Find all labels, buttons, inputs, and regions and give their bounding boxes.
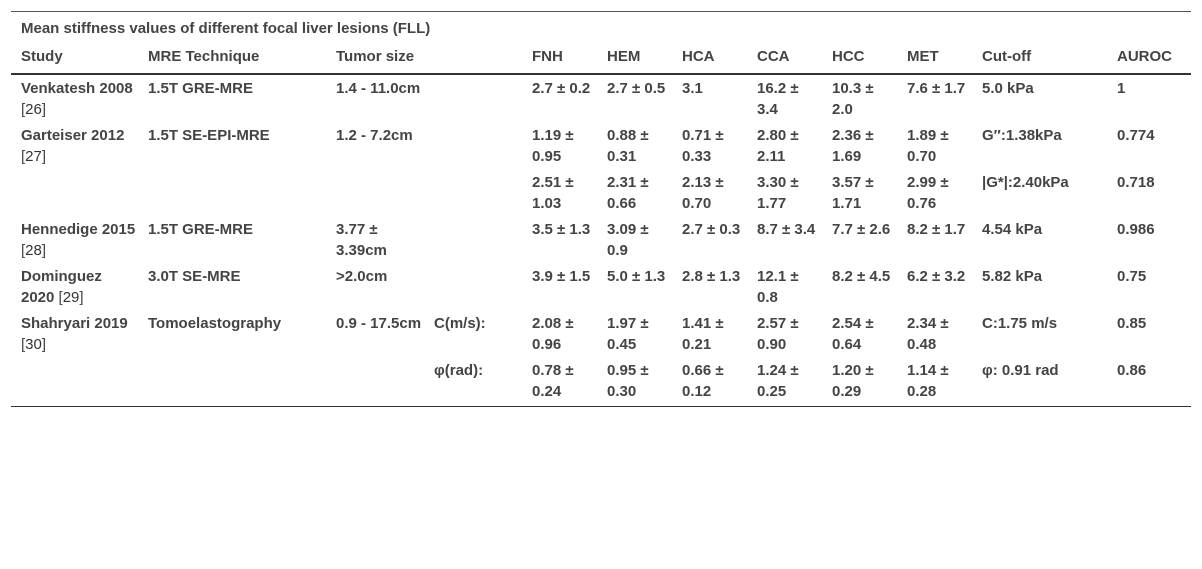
fnh-cell (522, 263, 597, 310)
auroc-text: 0.85 (1117, 315, 1147, 332)
met-text: 2.99 ± 0.76 (907, 174, 949, 212)
fnh-text: 0.78 ± 0.24 (532, 362, 574, 400)
header-cut-off: Cut-off (972, 40, 1107, 74)
cca-text: 2.57 ± 0.90 (757, 315, 799, 353)
met-text: 2.34 ± 0.48 (907, 315, 949, 353)
cut-off-text: 5.0 kPa (982, 80, 1034, 97)
cut-off-cell (972, 122, 1107, 169)
table-row (11, 169, 1191, 216)
met-cell (897, 263, 972, 310)
table-row (11, 122, 1191, 169)
header-hem: HEM (597, 40, 672, 74)
hca-text: 0.66 ± 0.12 (682, 362, 724, 400)
cut-off-text: 4.54 kPa (982, 221, 1043, 238)
cut-off-text: C:1.75 m/s (982, 315, 1058, 332)
met-cell (897, 310, 972, 357)
hem-cell (597, 357, 672, 407)
parameter-cell (424, 357, 522, 407)
cca-text: 8.7 ± 3.4 (757, 221, 816, 238)
tumor-size-text: >2.0cm (336, 268, 388, 285)
mre-technique-cell (138, 169, 326, 216)
reference-link[interactable]: [26] (21, 101, 47, 118)
header-parameter (424, 40, 522, 74)
tumor-size-text: 0.9 - 17.5cm (336, 315, 422, 332)
cut-off-cell (972, 74, 1107, 122)
parameter-text: φ(rad): (434, 362, 484, 379)
cca-text: 2.80 ± 2.11 (757, 127, 799, 165)
header-hcc: HCC (822, 40, 897, 74)
header-mre-technique: MRE Technique (138, 40, 326, 74)
auroc-cell (1107, 74, 1191, 122)
met-text: 7.6 ± 1.7 (907, 80, 966, 97)
cca-cell (747, 263, 822, 310)
auroc-text: 0.86 (1117, 362, 1147, 379)
met-text: 6.2 ± 3.2 (907, 268, 966, 285)
tumor-size-cell (326, 74, 424, 122)
hem-text: 1.97 ± 0.45 (607, 315, 649, 353)
parameter-cell (424, 310, 522, 357)
hem-text: 2.7 ± 0.5 (607, 80, 666, 97)
mre-technique-cell (138, 74, 326, 122)
tumor-size-text: 3.77 ± 3.39cm (336, 221, 387, 259)
mre-technique-text: 1.5T GRE-MRE (148, 221, 254, 238)
hem-cell (597, 263, 672, 310)
mre-technique-cell (138, 263, 326, 310)
met-cell (897, 357, 972, 407)
study-text: Hennedige 2015 (21, 221, 136, 238)
hca-cell (672, 310, 747, 357)
table-row (11, 263, 1191, 310)
hcc-cell (822, 169, 897, 216)
hca-text: 1.41 ± 0.21 (682, 315, 724, 353)
cut-off-cell (972, 169, 1107, 216)
fnh-cell (522, 74, 597, 122)
tumor-size-text: 1.4 - 11.0cm (336, 80, 421, 97)
hcc-text: 7.7 ± 2.6 (832, 221, 891, 238)
hcc-cell (822, 74, 897, 122)
cca-cell (747, 74, 822, 122)
auroc-cell (1107, 169, 1191, 216)
table-row (11, 310, 1191, 357)
table-row (11, 216, 1191, 263)
reference-link[interactable]: [27] (21, 148, 47, 165)
fnh-text: 2.7 ± 0.2 (532, 80, 591, 97)
table-caption: Mean stiffness values of different focal liver lesions (FLL) (21, 20, 431, 37)
met-text: 1.14 ± 0.28 (907, 362, 949, 400)
tumor-size-cell (326, 122, 424, 169)
fnh-cell (522, 357, 597, 407)
stiffness-table (11, 40, 1191, 407)
hca-cell (672, 74, 747, 122)
hem-text: 2.31 ± 0.66 (607, 174, 649, 212)
hca-cell (672, 216, 747, 263)
fnh-cell (522, 169, 597, 216)
fnh-text: 3.5 ± 1.3 (532, 221, 591, 238)
hem-cell (597, 310, 672, 357)
hca-text: 0.71 ± 0.33 (682, 127, 724, 165)
header-met: MET (897, 40, 972, 74)
hcc-cell (822, 216, 897, 263)
hcc-cell (822, 357, 897, 407)
header-row (11, 40, 1191, 74)
mre-technique-cell (138, 310, 326, 357)
mre-technique-text: 3.0T SE-MRE (148, 268, 241, 285)
hem-text: 3.09 ± 0.9 (607, 221, 649, 259)
cut-off-cell (972, 263, 1107, 310)
hcc-text: 2.36 ± 1.69 (832, 127, 874, 165)
tumor-size-text: 1.2 - 7.2cm (336, 127, 413, 144)
hca-cell (672, 122, 747, 169)
hca-text: 3.1 (682, 80, 703, 97)
met-cell (897, 122, 972, 169)
mre-technique-cell (138, 357, 326, 407)
auroc-cell (1107, 357, 1191, 407)
table-row (11, 74, 1191, 122)
cca-text: 1.24 ± 0.25 (757, 362, 799, 400)
cut-off-cell (972, 216, 1107, 263)
table-container (11, 11, 1191, 407)
study-cell (11, 74, 138, 122)
reference-number[interactable]: 26 (25, 101, 42, 118)
auroc-text: 0.718 (1117, 174, 1155, 191)
auroc-cell (1107, 263, 1191, 310)
parameter-cell (424, 74, 522, 122)
auroc-text: 0.774 (1117, 127, 1155, 144)
tumor-size-cell (326, 216, 424, 263)
header-fnh: FNH (522, 40, 597, 74)
fnh-cell (522, 122, 597, 169)
reference-number[interactable]: 27 (25, 148, 42, 165)
hem-cell (597, 216, 672, 263)
met-cell (897, 74, 972, 122)
study-cell (11, 310, 138, 357)
mre-technique-cell (138, 122, 326, 169)
study-text: Garteiser 2012 (21, 127, 125, 144)
auroc-cell (1107, 310, 1191, 357)
header-study: Study (11, 40, 138, 74)
header-tumor-size: Tumor size (326, 40, 424, 74)
fnh-text: 1.19 ± 0.95 (532, 127, 574, 165)
tumor-size-cell (326, 310, 424, 357)
hem-cell (597, 74, 672, 122)
cut-off-text: G″:1.38kPa (982, 127, 1062, 144)
met-text: 1.89 ± 0.70 (907, 127, 949, 165)
header-hca: HCA (672, 40, 747, 74)
cut-off-cell (972, 357, 1107, 407)
hca-cell (672, 357, 747, 407)
mre-technique-text: 1.5T GRE-MRE (148, 80, 254, 97)
tumor-size-cell (326, 263, 424, 310)
hcc-text: 10.3 ± 2.0 (832, 80, 874, 118)
study-cell (11, 263, 138, 310)
parameter-cell (424, 122, 522, 169)
tumor-size-cell (326, 169, 424, 216)
met-text: 8.2 ± 1.7 (907, 221, 966, 238)
header-auroc: AUROC (1107, 40, 1191, 74)
cca-text: 16.2 ± 3.4 (757, 80, 799, 118)
study-text: Venkatesh 2008 (21, 80, 133, 97)
hcc-text: 3.57 ± 1.71 (832, 174, 874, 212)
auroc-cell (1107, 122, 1191, 169)
reference-number[interactable]: 28 (25, 242, 42, 259)
study-text: Dominguez 2020 (21, 268, 102, 306)
cut-off-cell (972, 310, 1107, 357)
study-cell (11, 216, 138, 263)
hem-cell (597, 169, 672, 216)
hca-text: 2.8 ± 1.3 (682, 268, 741, 285)
header-cca: CCA (747, 40, 822, 74)
hem-cell (597, 122, 672, 169)
hem-text: 0.88 ± 0.31 (607, 127, 649, 165)
mre-technique-cell (138, 216, 326, 263)
hcc-cell (822, 263, 897, 310)
parameter-cell (424, 169, 522, 216)
reference-link[interactable]: [30] (21, 336, 47, 353)
cca-text: 3.30 ± 1.77 (757, 174, 799, 212)
hcc-text: 8.2 ± 4.5 (832, 268, 891, 285)
hcc-cell (822, 122, 897, 169)
cut-off-text: 5.82 kPa (982, 268, 1043, 285)
auroc-cell (1107, 216, 1191, 263)
hcc-cell (822, 310, 897, 357)
met-cell (897, 169, 972, 216)
auroc-text: 1 (1117, 80, 1126, 97)
parameter-cell (424, 216, 522, 263)
hem-text: 5.0 ± 1.3 (607, 268, 666, 285)
reference-link[interactable]: [28] (21, 242, 47, 259)
hem-text: 0.95 ± 0.30 (607, 362, 649, 400)
fnh-text: 3.9 ± 1.5 (532, 268, 591, 285)
reference-number[interactable]: 29 (62, 289, 80, 306)
tumor-size-cell (326, 357, 424, 407)
mre-technique-text: 1.5T SE-EPI-MRE (148, 127, 270, 144)
reference-link[interactable]: [29] (58, 289, 84, 306)
cut-off-text: |G*|:2.40kPa (982, 174, 1069, 191)
study-cell (11, 122, 138, 169)
cca-cell (747, 310, 822, 357)
cca-cell (747, 122, 822, 169)
study-text: Shahryari 2019 (21, 315, 128, 332)
hca-text: 2.7 ± 0.3 (682, 221, 741, 238)
hcc-text: 2.54 ± 0.64 (832, 315, 874, 353)
cca-cell (747, 216, 822, 263)
auroc-text: 0.75 (1117, 268, 1147, 285)
fnh-cell (522, 310, 597, 357)
fnh-text: 2.08 ± 0.96 (532, 315, 574, 353)
cca-cell (747, 357, 822, 407)
parameter-cell (424, 263, 522, 310)
cut-off-text: φ: 0.91 rad (982, 362, 1059, 379)
hca-cell (672, 169, 747, 216)
cca-text: 12.1 ± 0.8 (757, 268, 799, 306)
hca-text: 2.13 ± 0.70 (682, 174, 724, 212)
hcc-text: 1.20 ± 0.29 (832, 362, 874, 400)
met-cell (897, 216, 972, 263)
auroc-text: 0.986 (1117, 221, 1155, 238)
fnh-text: 2.51 ± 1.03 (532, 174, 574, 212)
parameter-text: C(m/s): (434, 315, 486, 332)
study-cell (11, 357, 138, 407)
study-cell (11, 169, 138, 216)
table-row (11, 357, 1191, 407)
fnh-cell (522, 216, 597, 263)
mre-technique-text: Tomoelastography (148, 315, 282, 332)
reference-number[interactable]: 30 (25, 336, 42, 353)
hca-cell (672, 263, 747, 310)
cca-cell (747, 169, 822, 216)
